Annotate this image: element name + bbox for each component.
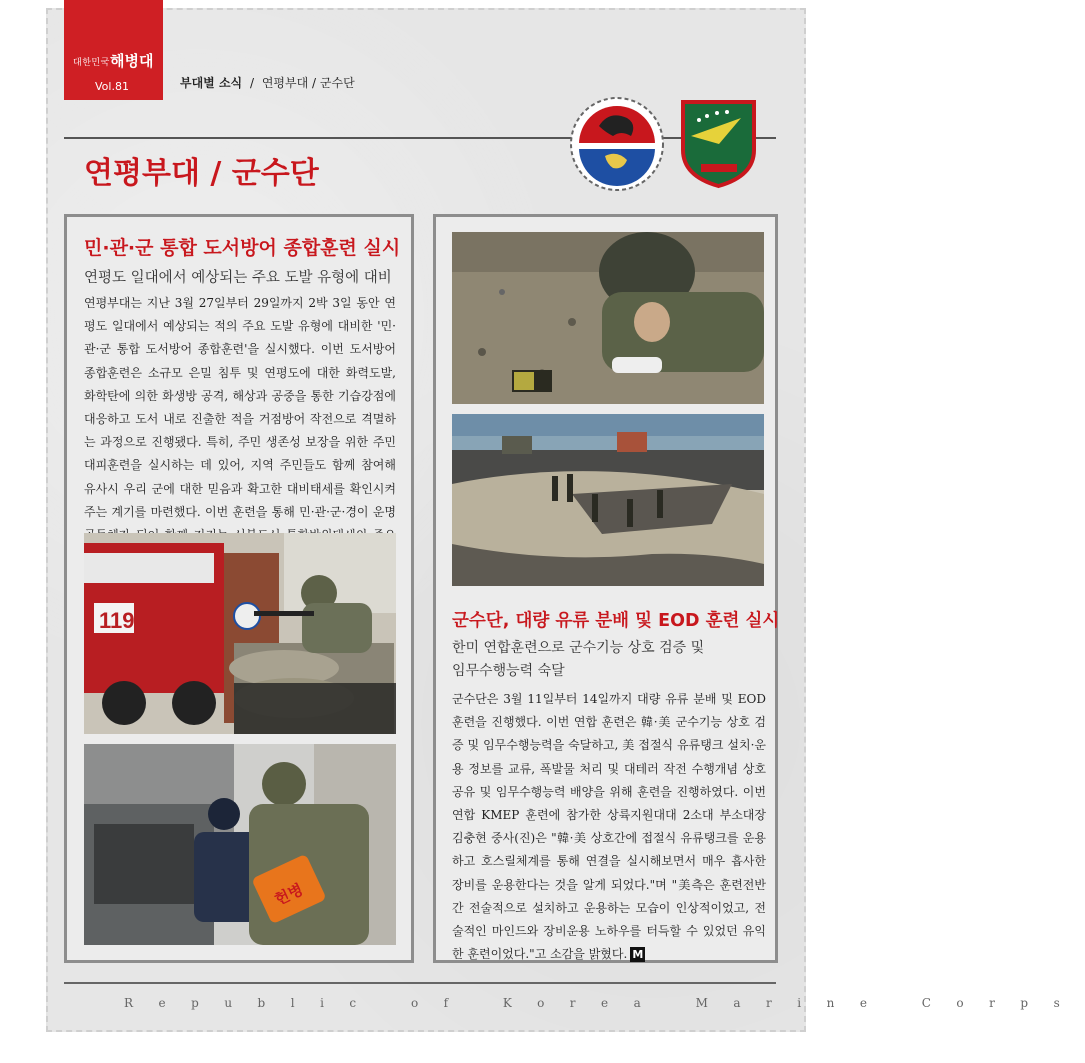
footer-text: Republic of Korea Marine Corps (124, 996, 1085, 1010)
photo-vehicle-inspection (84, 744, 396, 945)
right-article-subtitle-line1: 한미 연합훈련으로 군수기능 상호 검증 및 (452, 640, 705, 656)
breadcrumb-section: 부대별 소식 (180, 76, 243, 90)
photo-fuel-tank-installation (452, 414, 764, 586)
right-article-title: 군수단, 대량 유류 분배 및 EOD 훈련 실시 (452, 611, 780, 631)
magazine-badge (64, 0, 163, 100)
volume-label: Vol.81 (95, 80, 129, 93)
magazine-name: 해병대 (110, 52, 154, 70)
left-article-title: 민·관·군 통합 도서방어 종합훈련 실시 (84, 237, 401, 259)
breadcrumb-item: 군수단 (319, 76, 355, 90)
header-divider (64, 137, 776, 139)
left-article-subtitle: 연평도 일대에서 예상되는 주요 도발 유형에 대비 (84, 270, 392, 286)
article-end-mark: M (630, 947, 645, 962)
breadcrumb-separator: / (249, 76, 255, 90)
fire-truck-number: 119 (99, 608, 135, 633)
left-article-body: 연평부대는 지난 3월 27일부터 29일까지 2박 3일 동안 연평도 일대에서 예상되는 적의 주요 도발 유형에 대비한 '민·관·군 통합 도서방어 종합훈련'을 실시했다. 이번 도서방어 종합훈련은 소규모 은밀 침투 및 연평도에 대한 화력도발, 화학탄에 의한 화생방 공격, 해상과 공중을 통한 기습강점에 대응하고 도서 내로 진출한 적을 거점방어 작전으로 격멸하는 과정으로 진행됐다. 특히, 주민 생존성 보장을 위한 주민대피훈련을 실시하는 데 있어, 지역 주민들도 함께 참여해 유사시 우리 군에 대한 믿음과 확고한 대비태세를 확인시켜주는 계기를 마련했다. 이번 훈련을 통해 민·관·군·경이 운명 (84, 296, 396, 519)
right-article-body-container (452, 688, 766, 966)
right-article-subtitle-line2: 임무수행능력 숙달 (452, 663, 565, 679)
section-title: 연평부대 / 군수단 (84, 156, 319, 191)
photo-eod-training (452, 232, 764, 404)
breadcrumb (180, 74, 355, 91)
logistics-group-emblem (679, 98, 758, 188)
country-label: 대한민국 (73, 58, 110, 68)
right-article-body: 군수단은 3월 11일부터 14일까지 대량 유류 분배 및 EOD 훈련을 진행했다. 이번 연합 훈련은 韓·美 군수기능 상호 검증 및 임무수행능력을 숙달하고, 美 접절식 유류탱크 설치·운용 정보를 교류, 폭발물 처리 및 대테러 작전 수행개념 상호공유 및 임무수행능력 배양을 위해 훈련을 진행하였다. 이번 연합 KMEP 훈련에 참가한 상륙지원대대 2소대 부소대장 김충현 중사(진)은 "韓·美 상호간에 접절식 유류탱크를 운용하고 호스릴체계를 통해 연결을 실시해보면서 매우 흡사한 장비를 운용한다는 것을 알게 되었다."며 "美측은 훈련전반 간 전술적으로 설치하고 운용하는 모습이 인상적이었고, 전술적인 마인드와 장비운용 노하우를 터득할 수 있었던 유익한 훈련이었다."고 소감을 밝혔다. (452, 692, 766, 962)
breadcrumb-item: 연평부대 (261, 76, 309, 90)
armband-text: 헌병 (271, 880, 306, 909)
yeonpyeong-unit-emblem (569, 96, 665, 192)
footer-divider (64, 982, 776, 984)
photo-defense-position (84, 533, 396, 734)
breadcrumb-separator: / (312, 76, 317, 90)
